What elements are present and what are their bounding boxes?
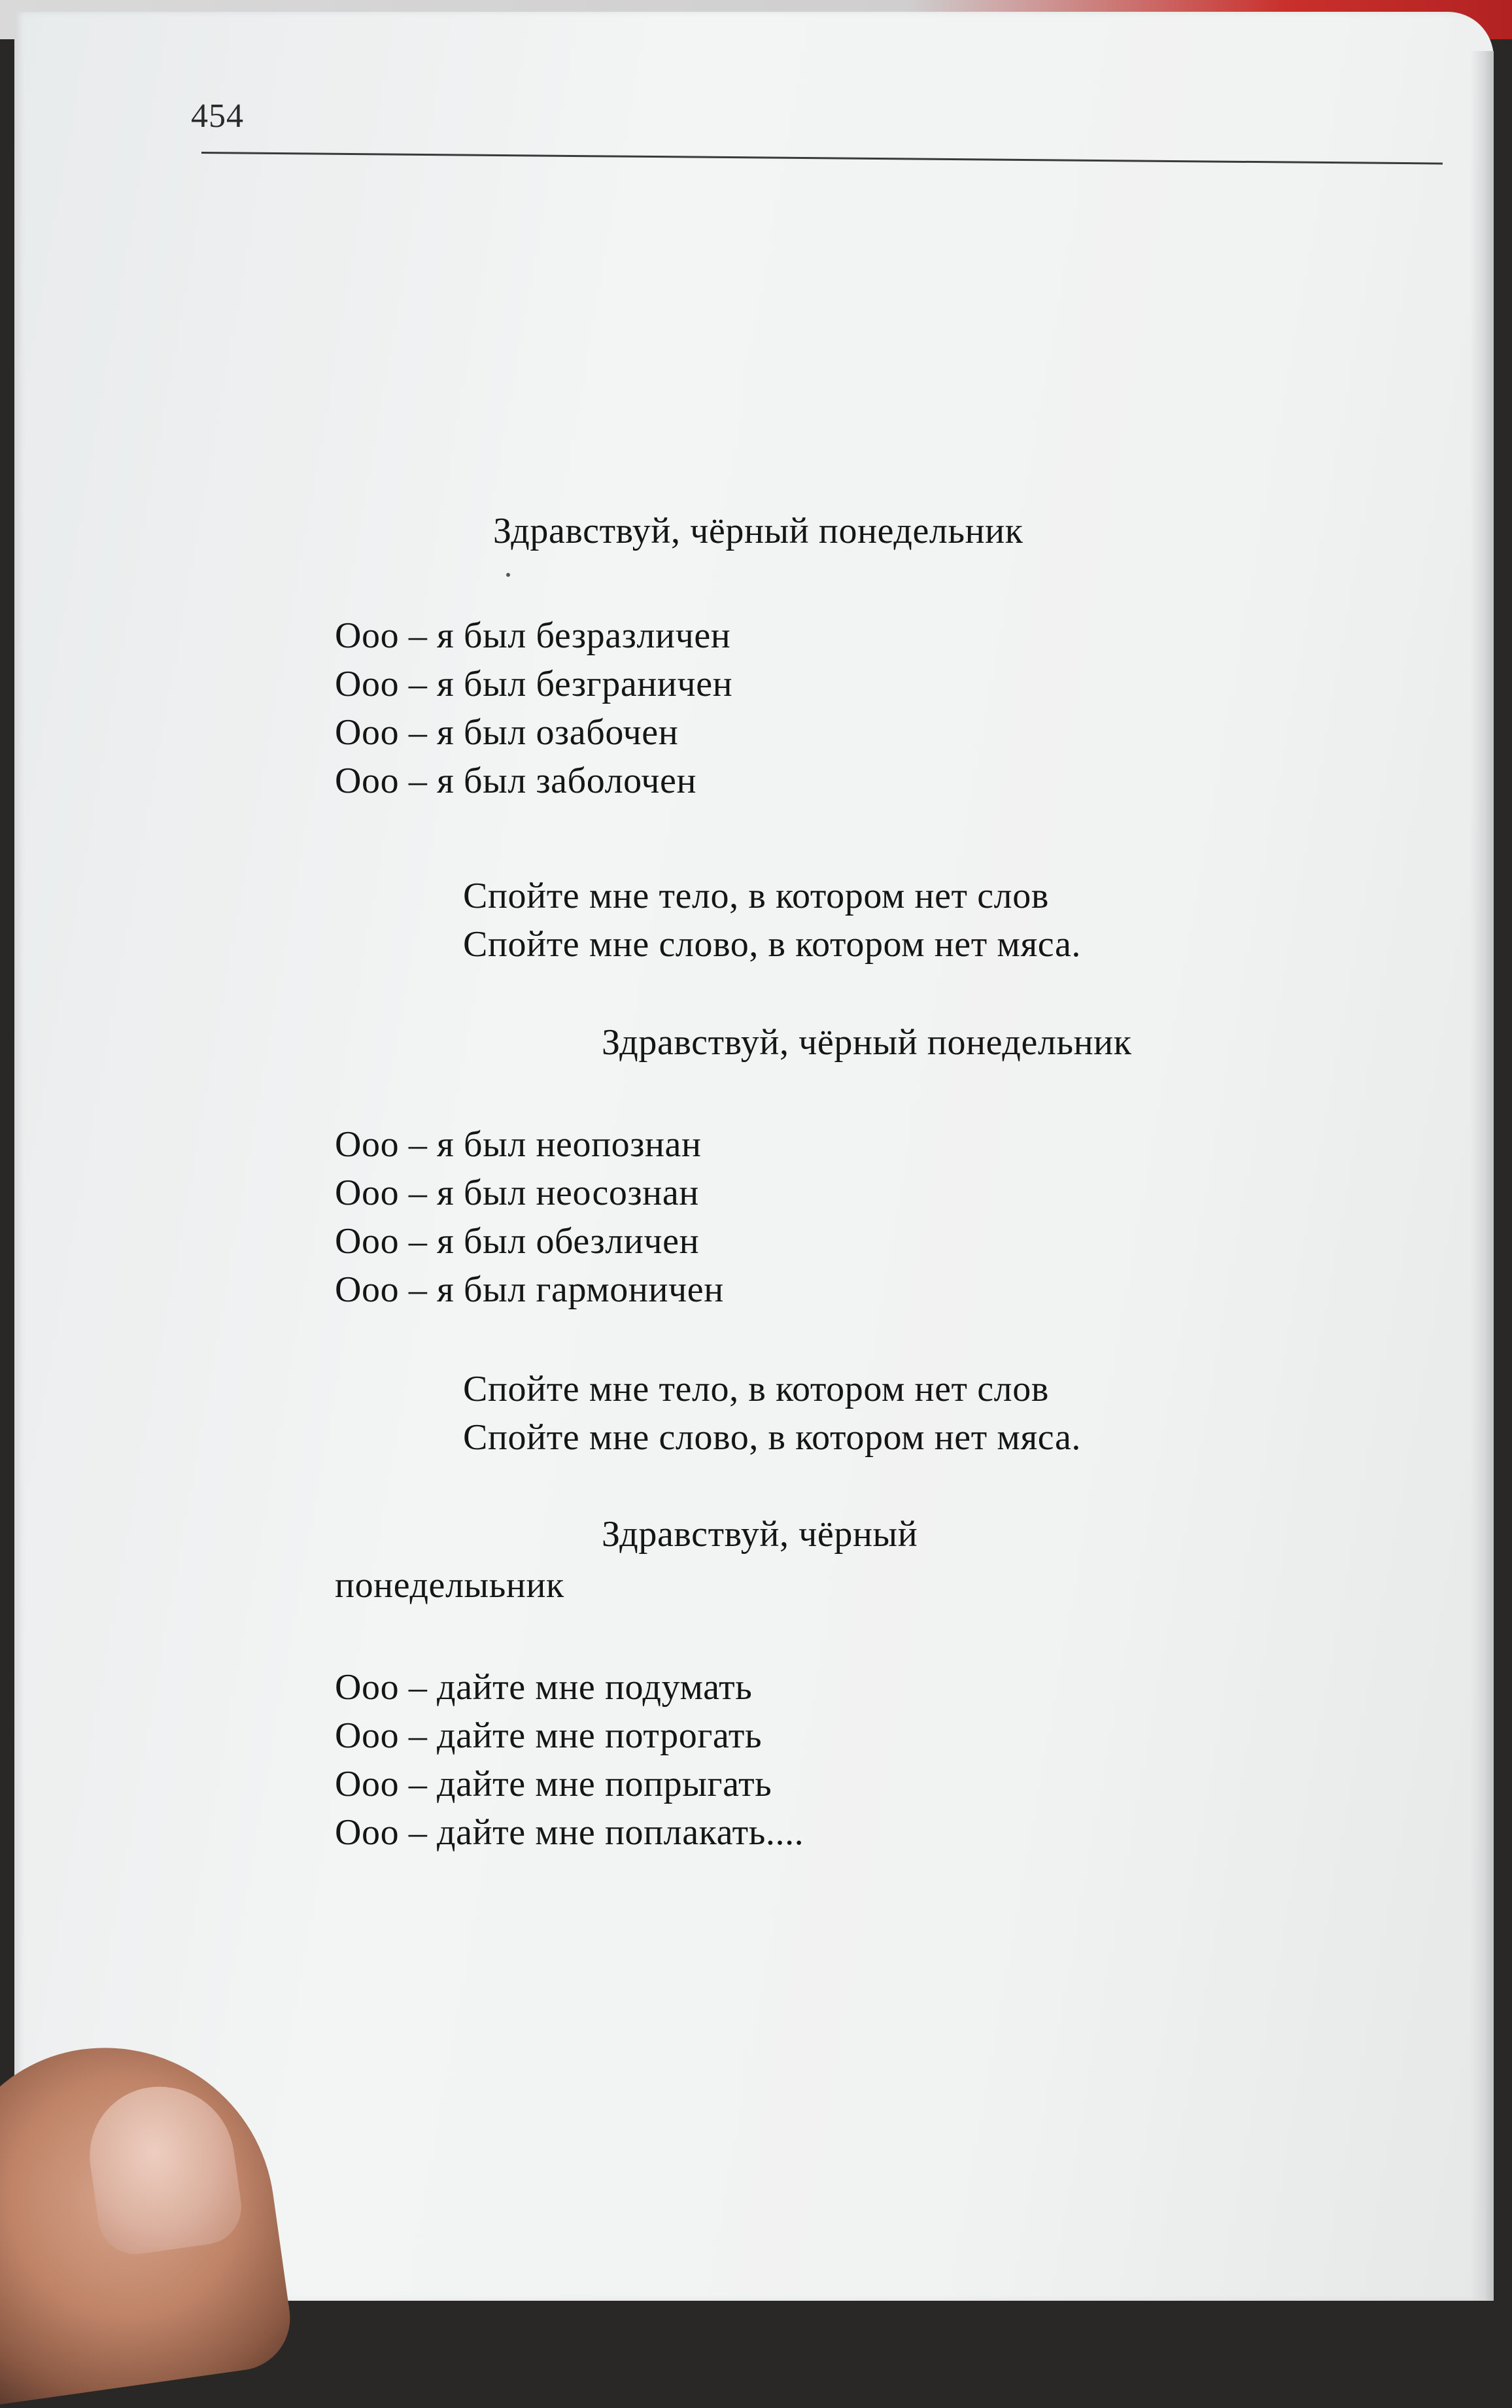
book-page bbox=[14, 12, 1494, 2301]
stray-dot bbox=[506, 573, 510, 577]
chorus2-line-1: Спойте мне тело, в котором нет слов bbox=[463, 1369, 1049, 1409]
poem-title: Здравствуй, чёрный понедельник bbox=[493, 511, 1023, 551]
stanza3-line-3: Ооо – дайте мне попрыгать bbox=[335, 1764, 772, 1804]
stanza3-line-4: Ооо – дайте мне поплакать.... bbox=[335, 1812, 804, 1853]
refrain2-line-2: понеделыьник bbox=[335, 1565, 564, 1606]
stanza3-line-2: Ооо – дайте мне потрогать bbox=[335, 1715, 763, 1756]
refrain2-line-1: Здравствуй, чёрный bbox=[602, 1514, 918, 1555]
chorus2-line-2: Спойте мне слово, в котором нет мяса. bbox=[463, 1417, 1081, 1458]
stanza1-line-4: Ооо – я был заболочен bbox=[335, 761, 697, 801]
chorus1-line-2: Спойте мне слово, в котором нет мяса. bbox=[463, 924, 1081, 965]
stanza1-line-1: Ооо – я был безразличен bbox=[335, 615, 731, 656]
stanza3-line-1: Ооо – дайте мне подумать bbox=[335, 1667, 753, 1708]
chorus1-line-1: Спойте мне тело, в котором нет слов bbox=[463, 876, 1049, 916]
stanza1-line-3: Ооо – я был озабочен bbox=[335, 712, 679, 753]
stanza2-line-1: Ооо – я был неопознан bbox=[335, 1124, 702, 1165]
stanza2-line-2: Ооо – я был неосознан bbox=[335, 1173, 699, 1213]
stanza2-line-4: Ооо – я был гармоничен bbox=[335, 1269, 724, 1310]
stanza2-line-3: Ооо – я был обезличен bbox=[335, 1221, 700, 1262]
refrain1: Здравствуй, чёрный понедельник bbox=[602, 1022, 1132, 1063]
stanza1-line-2: Ооо – я был безграничен bbox=[335, 664, 733, 704]
poem bbox=[14, 12, 1494, 2301]
page-number: 454 bbox=[191, 97, 244, 135]
